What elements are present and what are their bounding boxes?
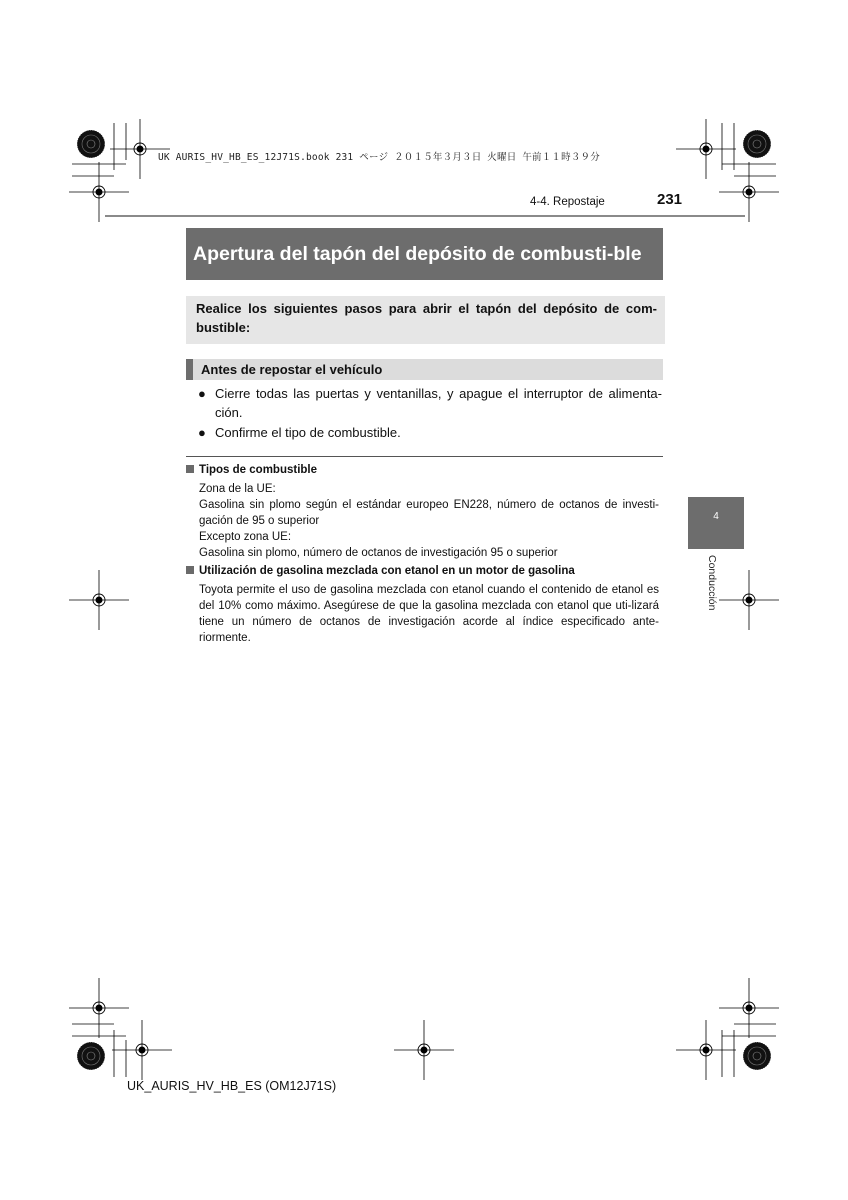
crosshair-mark <box>69 162 129 222</box>
crosshair-mark <box>69 570 129 630</box>
fuel-types-line: Excepto zona UE: <box>199 531 292 543</box>
list-item-text: Confirme el tipo de combustible. <box>215 425 401 440</box>
ethanol-heading <box>186 564 575 579</box>
chapter-label: Conducción <box>706 555 718 611</box>
crosshair-mark <box>719 978 779 1038</box>
fuel-types-text <box>199 481 659 561</box>
crosshair-mark <box>719 570 779 630</box>
crosshair-mark <box>394 1020 454 1080</box>
page-number: 231 <box>657 191 683 208</box>
section-divider <box>186 456 663 457</box>
list-item-text: Cierre todas las puertas y ventanillas, y apague el interruptor de alimenta-ción. <box>215 386 662 420</box>
starburst-mark-top-left <box>77 130 105 158</box>
ethanol-text: Toyota permite el uso de gasolina mezclada con etanol cuando el contenido de etanol es del 10% como máximo. Asegúrese de que la gasolina mezclada con etanol que uti-lizará tiene un número de octanos de investigación acorde al índice especificado ante-riormente. <box>199 584 659 644</box>
page-title-text: Apertura del tapón del depósito de combusti-ble <box>193 242 642 265</box>
print-header: UK AURIS_HV_HB_ES_12J71S.book 231 ページ ２０１５年３月３日 火曜日 午前１１時３９分 <box>158 152 600 163</box>
fuel-types-line: Zona de la UE: <box>199 483 276 495</box>
fuel-types-line: Gasolina sin plomo según el estándar europeo EN228, número de octanos de investi-gación de 95 o superior <box>199 499 659 527</box>
crosshair-mark <box>719 162 779 222</box>
starburst-mark-bottom-left <box>77 1042 105 1070</box>
crosshair-mark <box>112 1020 172 1080</box>
bullet-icon: ● <box>198 386 206 401</box>
intro-box: Realice los siguientes pasos para abrir el tapón del depósito de com-bustible: <box>186 296 665 344</box>
list-item <box>198 424 662 443</box>
starburst-mark-bottom-right <box>743 1042 771 1070</box>
starburst-mark-top-right <box>743 130 771 158</box>
square-bullet-icon <box>186 465 194 473</box>
sub-heading-before-refuel: Antes de repostar el vehículo <box>186 359 663 380</box>
section-label: 4-4. Repostaje <box>530 196 605 208</box>
fuel-types-line: Gasolina sin plomo, número de octanos de investigación 95 o superior <box>199 547 558 559</box>
crosshair-mark <box>69 978 129 1038</box>
bullet-icon: ● <box>198 425 206 440</box>
fuel-types-heading-text: Tipos de combustible <box>199 464 317 476</box>
crosshair-mark <box>676 1020 736 1080</box>
list-item <box>198 385 662 422</box>
ethanol-heading-text: Utilización de gasolina mezclada con etanol en un motor de gasolina <box>199 565 575 577</box>
chapter-tab: 4 <box>688 497 744 549</box>
square-bullet-icon <box>186 566 194 574</box>
fuel-types-heading <box>186 463 317 478</box>
header-rule <box>105 215 745 217</box>
crosshair-mark <box>676 119 736 179</box>
page-title <box>186 228 663 280</box>
footer-code: UK_AURIS_HV_HB_ES (OM12J71S) <box>127 1079 337 1093</box>
